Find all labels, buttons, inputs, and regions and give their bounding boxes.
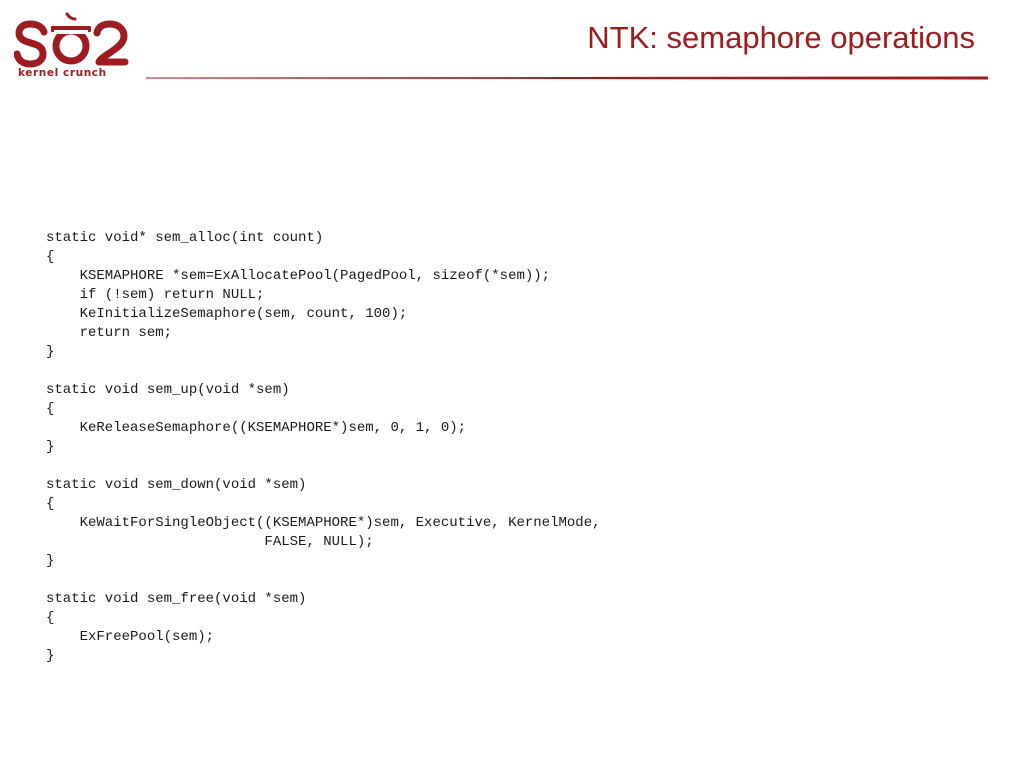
- logo: [14, 12, 132, 84]
- slide-title: NTK: semaphore operations: [587, 20, 975, 55]
- logo-subtitle: kernel crunch: [18, 67, 107, 79]
- acorn-icon: [51, 14, 91, 61]
- title-underline: [146, 75, 988, 81]
- so2-logo-mark: [14, 12, 132, 68]
- code-listing: static void* sem_alloc(int count) { KSEMAPHORE *sem=ExAllocatePool(PagedPool, sizeof(*sem)); if (!sem) return NULL; KeInitializeSemaphore(sem, count, 100); return sem; } static void sem_up(void *sem) { KeReleaseSemaphore((KSEMAPHORE*)sem, 0, 1, 0); } static void sem_down(void *sem) { KeWaitForSingleObject((KSEMAPHORE*)sem, Executive, KernelMode, FALSE, NULL); } static void sem_free(void *sem) { ExFreePool(sem); }: [46, 230, 601, 664]
- logo-letter-s: [17, 24, 44, 64]
- logo-digit-2: [97, 24, 125, 62]
